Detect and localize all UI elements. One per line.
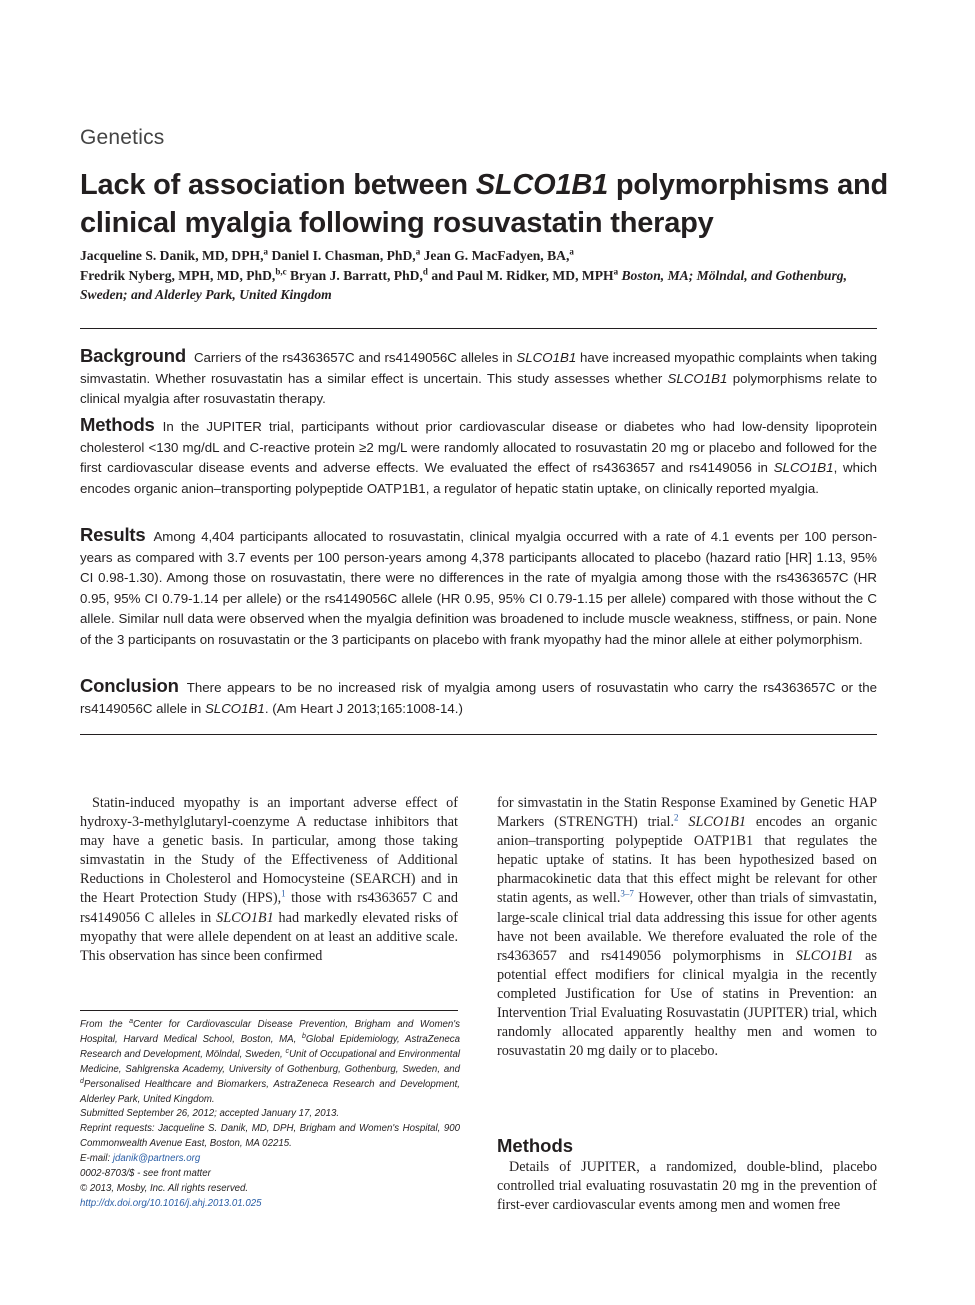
gene-name: SLCO1B1: [688, 814, 746, 831]
email-line: E-mail: jdanik@partners.org: [80, 1153, 201, 1165]
footnotes: [80, 1018, 460, 1212]
author-6-affil: a: [613, 265, 619, 276]
intro-paragraph-right: [497, 794, 877, 1061]
reprint-requests: Reprint requests: Jacqueline S. Danik, MD, DPH, Brigham and Women's Hospital, 900 Commonwealth Avenue East, Boston, MA 02215.: [80, 1123, 460, 1150]
author-1-affil: a: [263, 246, 269, 257]
gene-name: SLCO1B1: [795, 947, 854, 964]
abstract-conclusion-text: There appears to be no increased risk of myalgia among users of rosuvastatin who carry the rs4363657C or the rs4149056C allele in: [80, 680, 877, 716]
author-locations: Boston, MA; Mölndal, and Gothenburg, Sweden; and Alderley Park, United Kingdom: [80, 267, 847, 302]
abstract-background-text: have increased myopathic complaints when taking simvastatin. Whether rosuvastatin has a similar effect is uncertain. This study assesses whether: [80, 350, 877, 386]
abstract-methods: [80, 415, 877, 499]
gene-name: SLCO1B1: [516, 350, 577, 365]
gene-name: SLCO1B1: [773, 460, 834, 475]
abstract-background-text: polymorphisms relate to clinical myalgia after rosuvastatin therapy.: [80, 370, 877, 406]
citation-link[interactable]: 3–7: [620, 888, 634, 899]
abstract-conclusion-text: . (Am Heart J 2013;165:1008-14.): [264, 700, 463, 716]
methods-heading: Methods: [497, 1135, 574, 1156]
doi-line: [80, 1197, 460, 1212]
author-6: and Paul M. Ridker, MD, MPH: [431, 267, 614, 283]
gene-name: SLCO1B1: [204, 700, 265, 716]
abstract-methods-heading: Methods: [80, 414, 155, 435]
author-5: Bryan J. Barratt, PhD,: [289, 267, 423, 283]
author-5-affil: d: [422, 265, 428, 276]
affil-marker: b: [302, 1032, 306, 1040]
affil-marker: d: [80, 1077, 84, 1085]
abstract-results-heading: Results: [80, 524, 146, 545]
abstract-background: [80, 346, 877, 410]
affil-marker: a: [129, 1017, 134, 1025]
article-title: [80, 166, 900, 242]
author-2-affil: a: [415, 246, 421, 257]
abstract-top-rule: [80, 328, 877, 329]
affil-marker: c: [285, 1047, 290, 1055]
abstract-bottom-rule: [80, 734, 877, 735]
abstract-background-text: Carriers of the rs4363657C and rs4149056C alleles in: [193, 350, 517, 365]
issn-line: 0002-8703/$ - see front matter: [80, 1168, 211, 1180]
affiliations: From the $^a$Center for Cardiovascular Disease Prevention, Brigham and Women's Hospital, Harvard Medical School, Boston, MA, $^b$Global Epidemiology, AstraZeneca Research and Development, Mölndal, Sweden, $^c$Unit of Occupational and Environmental Medicine, Sahlgrenska Academy, University of Gothenburg, Gothenburg, Sweden, and $^d$Personalised Healthcare and Biomarkers, AstraZeneca Research and Development, Alderley Park, United Kingdom.: [80, 1017, 460, 1105]
author-4-affil: b,c: [275, 265, 287, 276]
author-3-affil: a: [569, 246, 574, 257]
author-3: Jean G. MacFadyen, BA,: [423, 248, 570, 263]
intro-text: for simvastatin in the Statin Response Examined by Genetic HAP Markers (STRENGTH) trial.: [497, 795, 877, 831]
title-post: polymorphisms and clinical myalgia following rosuvastatin therapy: [80, 169, 889, 239]
intro-text: those with rs4363657 C and rs4149056 C alleles in: [80, 890, 458, 926]
abstract-results-text: Among 4,404 participants allocated to rosuvastatin, clinical myalgia occurred with a rate of 4.1 events per 100 person-years as compared with 3.7 events per 100 person-years among 4,378 participants allocated to placebo (hazard ratio [HR] 1.13, 95% CI 0.98-1.30). Among those on rosuvastatin, there were no differences in the rate of myalgia among those with the rs4363657C (HR 0.95, 95% CI 0.79-1.14 per allele) or the rs4149056C allele (HR 0.95, 95% CI 0.79-1.15 per allele) compared with those without the C allele. Similar null data were observed when the myalgia definition was broadened to include muscle weakness, stiffness, or pain. None of the 3 participants on rosuvastatin or the 3 participants on placebo with frank myopathy had the minor allele at either polymorphism.: [80, 529, 877, 647]
footnote-rule: [80, 1010, 458, 1011]
intro-text: Statin-induced myopathy is an important adverse effect of hydroxy-3-methylglutaryl-coenzyme A reductase inhibitors that may have a genetic basis. In particular, among those taking simvastatin in the Study of the Effectiveness of Additional Reductions in Cholesterol and Homocysteine (SEARCH) and in the Heart Protection Study (HPS),: [80, 795, 458, 907]
abstract-methods-text: , which encodes organic anion–transporting polypeptide OATP1B1, a regulator of hepatic statin uptake, on clinically reported myalgia.: [80, 460, 877, 496]
author-list: [80, 246, 880, 305]
section-label: Genetics: [80, 126, 165, 149]
abstract-conclusion: [80, 676, 877, 719]
citation-link[interactable]: 2: [674, 812, 679, 823]
gene-name: SLCO1B1: [667, 370, 728, 386]
methods-paragraph: Details of JUPITER, a randomized, double-blind, placebo controlled trial evaluating rosuvastatin 20 mg in the prevention of first-ever cardiovascular events among men and women free: [497, 1159, 877, 1214]
abstract-results: [80, 525, 877, 650]
intro-paragraph-left: [80, 794, 458, 966]
intro-text: had markedly elevated risks of myopathy that were allele dependent on at least an additive scale. This observation has since been confirmed: [80, 909, 458, 964]
abstract-methods-text: In the JUPITER trial, participants without prior cardiovascular disease or diabetes who had low-density lipoprotein cholesterol <130 mg/dL and C-reactive protein ≥2 mg/L were randomly allocated to rosuvastatin 20 mg or placebo and followed for the first cardiovascular disease events and adverse effects. We evaluated the effect of rs4363657 and rs4149056 in: [80, 419, 877, 475]
email-link[interactable]: jdanik@partners.org: [112, 1153, 201, 1165]
citation-link[interactable]: 1: [281, 888, 286, 899]
copyright-line: © 2013, Mosby, Inc. All rights reserved.: [80, 1182, 249, 1194]
gene-name: SLCO1B1: [216, 909, 274, 926]
submission-dates: Submitted September 26, 2012; accepted January 17, 2013.: [80, 1108, 340, 1120]
intro-text: However, other than trials of simvastatin, large-scale clinical trial data addressing this issue for other agents have not been available. We therefore evaluated the role of the rs4363657 and rs4149056 polymorphisms in: [497, 890, 877, 964]
abstract-conclusion-heading: Conclusion: [80, 675, 179, 696]
intro-text: as potential effect modifiers for clinical myalgia in the recently completed Justification for Use of statins in Prevention: an Intervention Trial Evaluating Rosuvastatin (JUPITER) trial, which randomly allocated apparently healthy men and women to rosuvastatin 20 mg daily or to placebo.: [497, 947, 877, 1060]
title-gene: SLCO1B1: [475, 169, 609, 201]
author-1: Jacqueline S. Danik, MD, DPH,: [80, 248, 264, 263]
author-2: Daniel I. Chasman, PhD,: [271, 248, 416, 263]
title-pre: Lack of association between: [80, 169, 476, 201]
intro-text: encodes an organic anion–transporting polypeptide OATP1B1 that regulates the hepatic uptake of statins. It has been hypothesized based on pharmacokinetic data that this effect might be relevant for other statin agents, as well.: [497, 814, 878, 907]
author-4: Fredrik Nyberg, MPH, MD, PhD,: [80, 267, 276, 283]
abstract-background-heading: Background: [80, 345, 186, 366]
doi-link[interactable]: http://dx.doi.org/10.1016/j.ahj.2013.01.025: [80, 1197, 262, 1209]
